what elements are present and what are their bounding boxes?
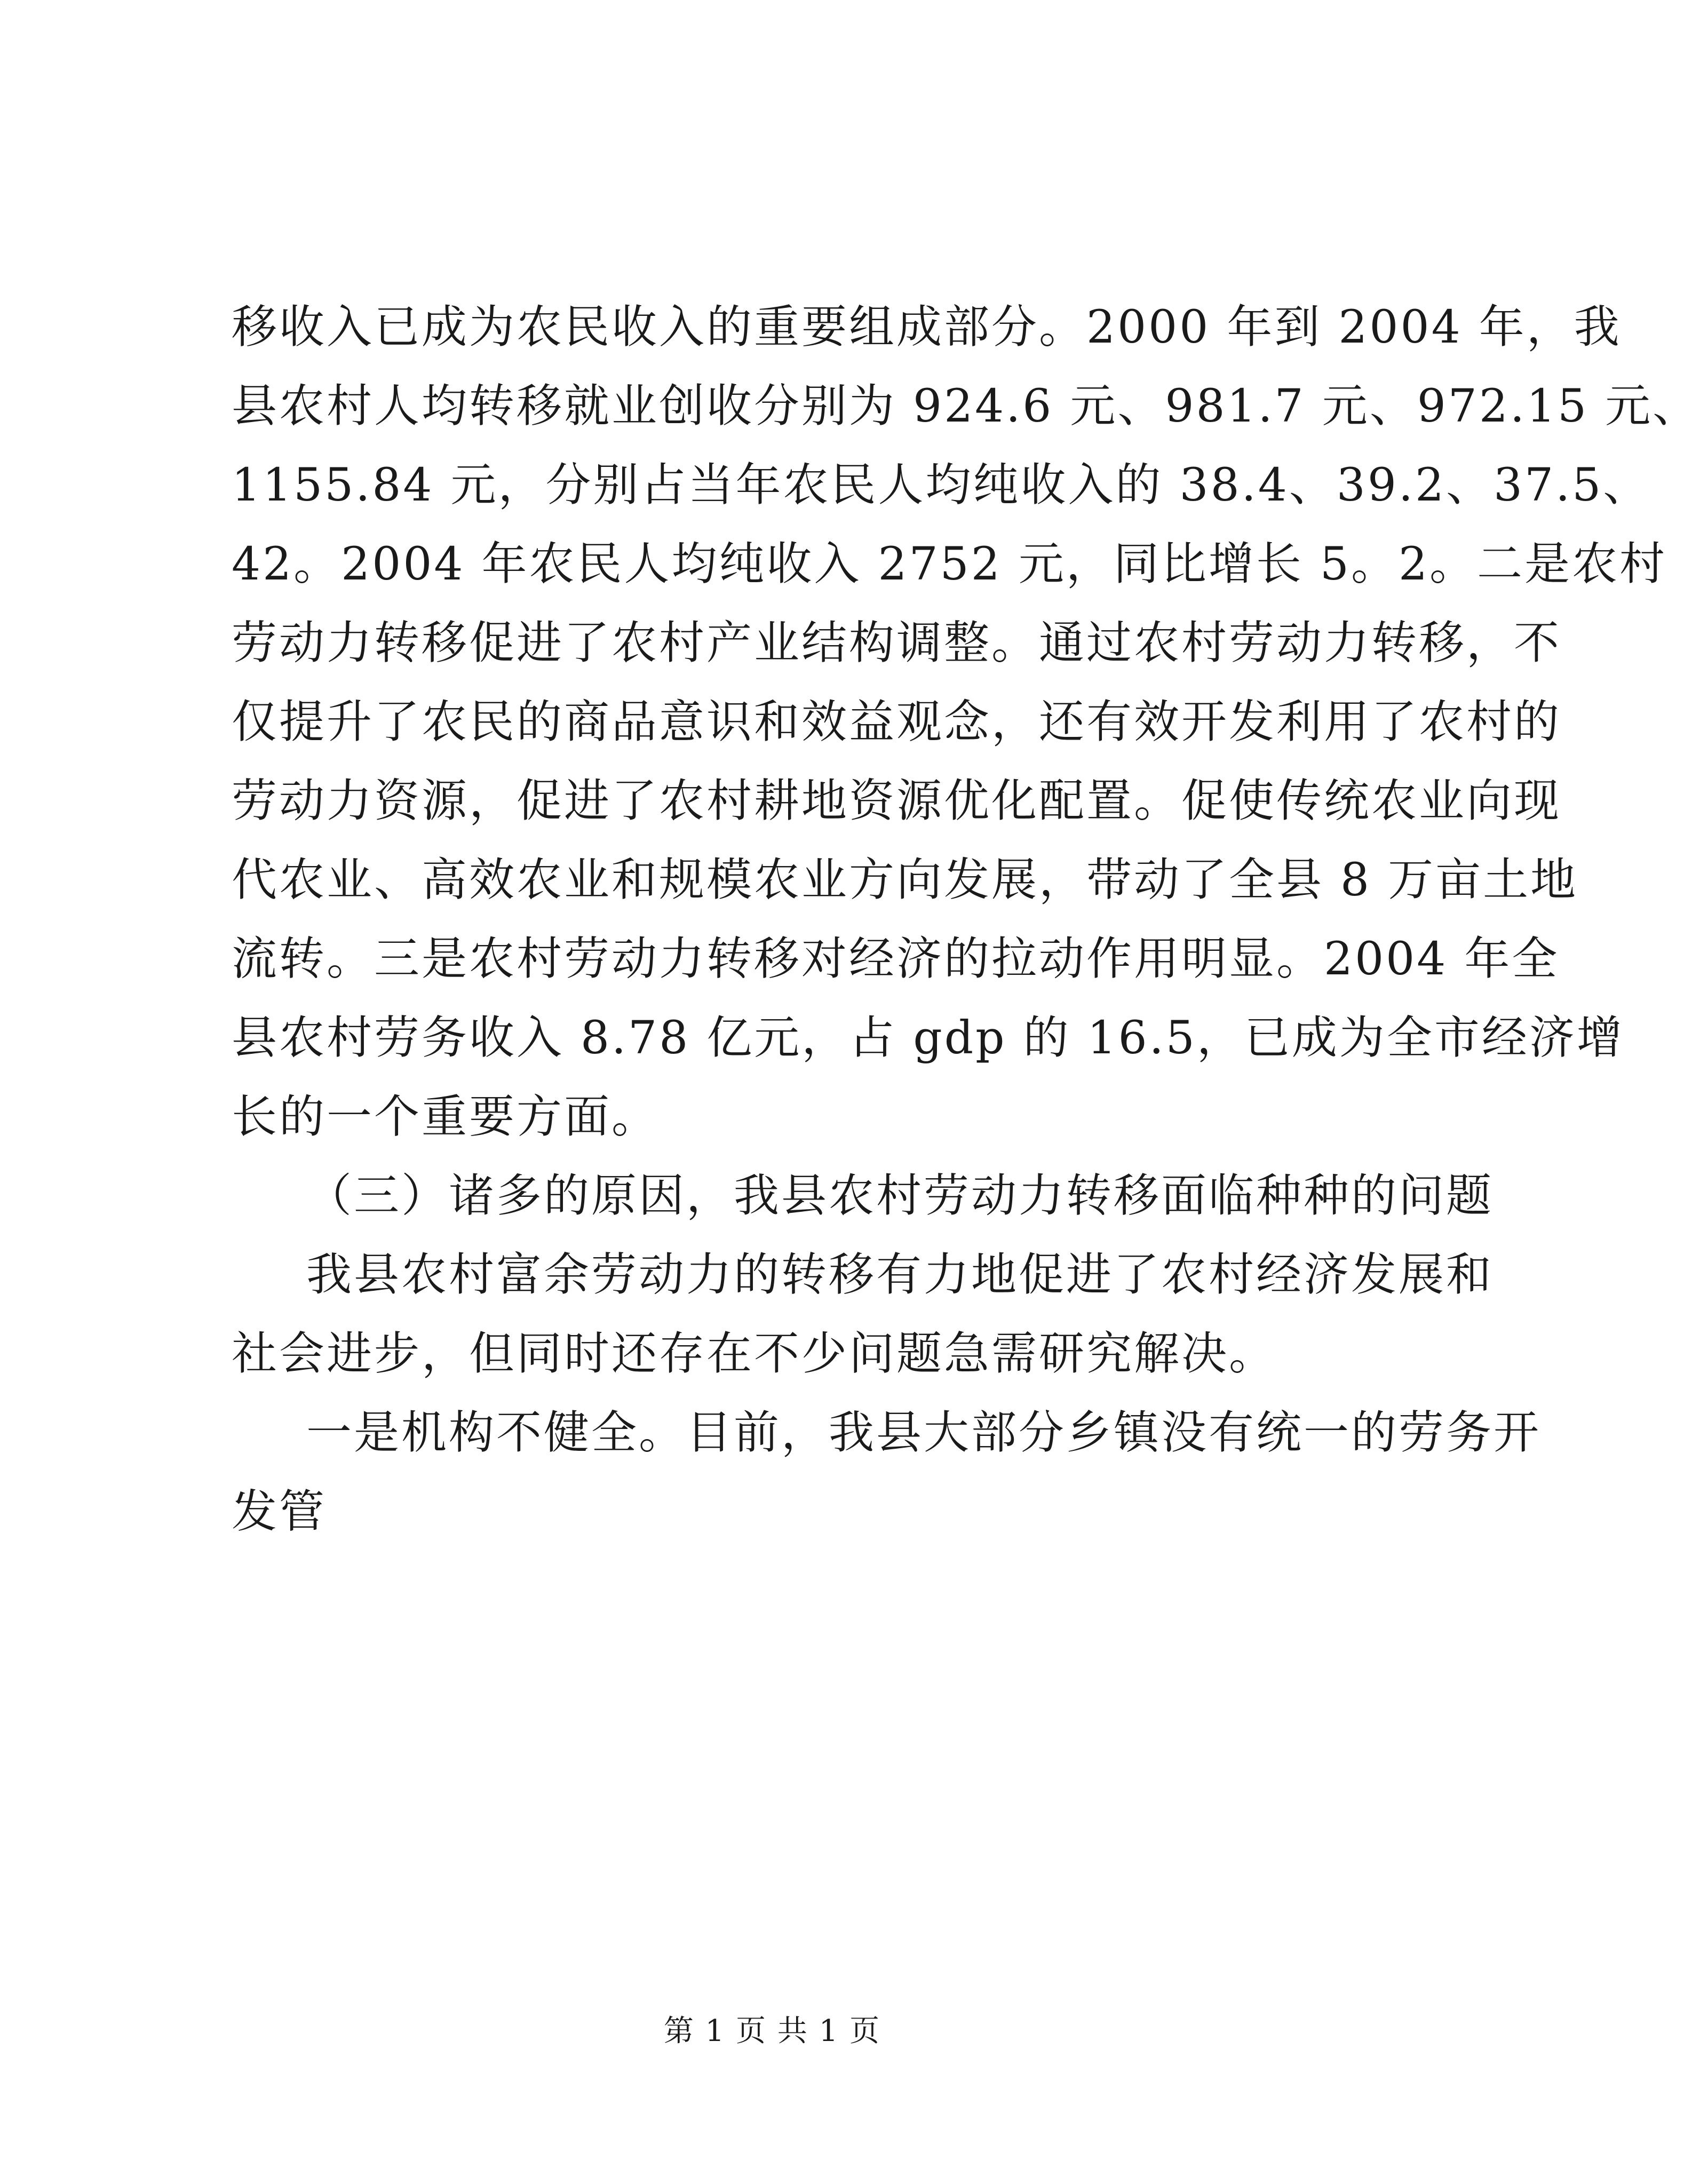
text-line: 我县农村富余劳动力的转移有力地促进了农村经济发展和: [306, 1249, 1494, 1301]
text-line: 移收入已成为农民收入的重要组成部分。2000 年到 2004 年，我: [232, 301, 1622, 354]
section-heading: （三）诸多的原因，我县农村劳动力转移面临种种的问题: [306, 1170, 1494, 1222]
text-line: 仅提升了农民的商品意识和效益观念，还有效开发利用了农村的: [232, 696, 1562, 749]
text-line: 42。2004 年农民人均纯收入 2752 元，同比增长 5。2。二是农村: [232, 538, 1667, 591]
text-line: 1155.84 元，分别占当年农民人均纯收入的 38.4、39.2、37.5、: [232, 459, 1651, 512]
text-line: 一是机构不健全。目前，我县大部分乡镇没有统一的劳务开: [306, 1407, 1542, 1459]
text-line: 劳动力转移促进了农村产业结构调整。通过农村劳动力转移，不: [232, 617, 1562, 670]
text-line: 社会进步，但同时还存在不少问题急需研究解决。: [232, 1328, 1277, 1380]
text-line: 县农村劳务收入 8.78 亿元，占 gdp 的 16.5，已成为全市经济增: [232, 1012, 1624, 1065]
text-line: 长的一个重要方面。: [232, 1091, 660, 1143]
text-line: 流转。三是农村劳动力转移对经济的拉动作用明显。2004 年全: [232, 933, 1560, 986]
document-body: [232, 288, 1700, 1552]
text-line: 发管: [232, 1486, 327, 1538]
text-line: 代农业、高效农业和规模农业方向发展，带动了全县 8 万亩土地: [232, 854, 1578, 907]
text-line: 县农村人均转移就业创收分别为 924.6 元、981.7 元、972.15 元、: [232, 380, 1700, 433]
page-number-footer: 第 1 页 共 1 页: [663, 2014, 881, 2048]
text-line: 劳动力资源，促进了农村耕地资源优化配置。促使传统农业向现: [232, 775, 1562, 828]
